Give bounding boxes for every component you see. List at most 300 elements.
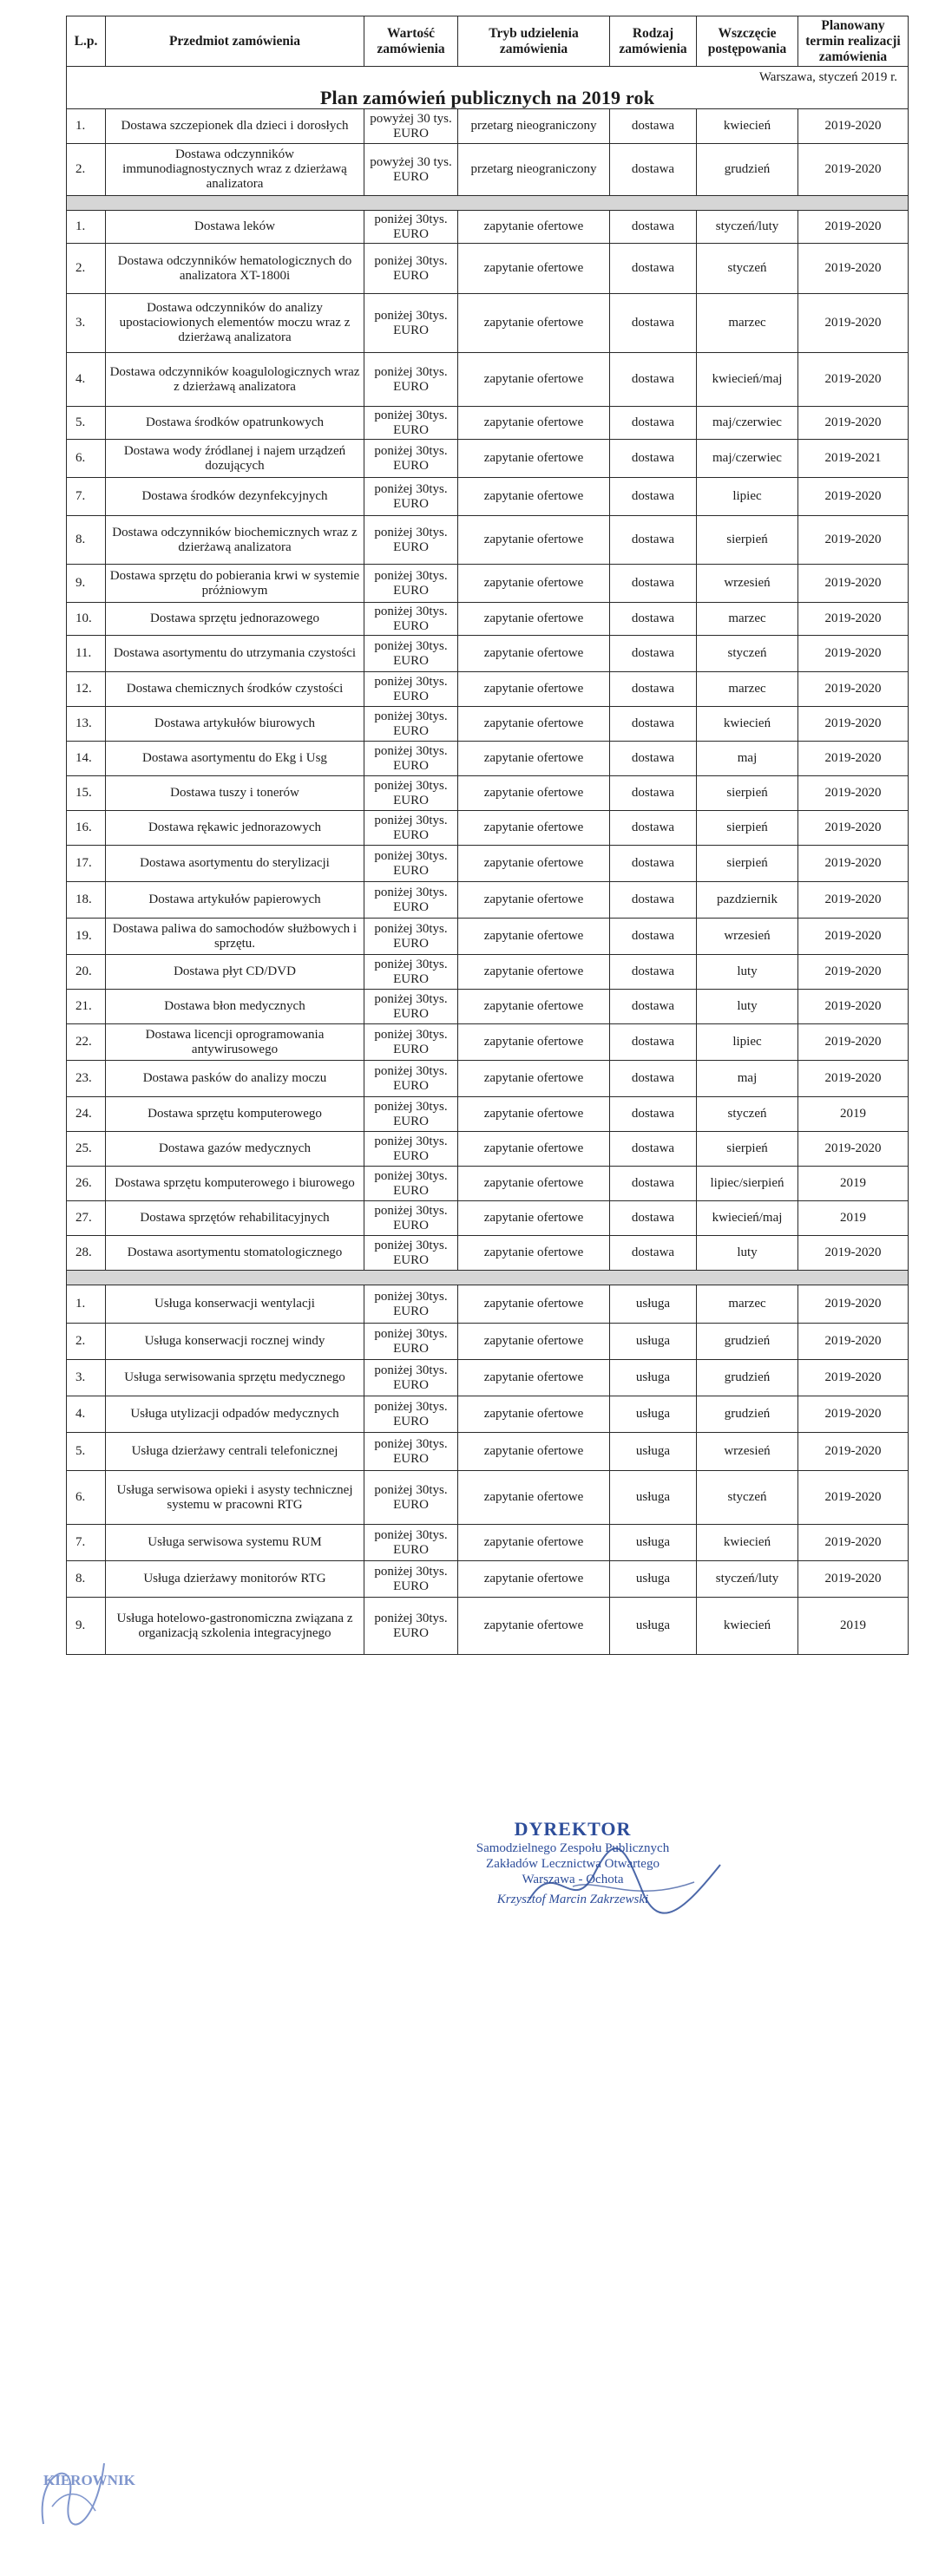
cell-mode: zapytanie ofertowe: [458, 1132, 610, 1167]
cell-mode: zapytanie ofertowe: [458, 244, 610, 294]
cell-term: 2019-2020: [798, 811, 909, 846]
cell-start: lipiec/sierpień: [697, 1167, 798, 1201]
cell-subject: Dostawa artykułów biurowych: [106, 707, 364, 742]
cell-lp: 9.: [67, 565, 106, 603]
table-row: [67, 1024, 909, 1061]
cell-type: dostawa: [610, 1201, 697, 1236]
cell-term: 2019-2020: [798, 1132, 909, 1167]
cell-term: 2019-2020: [798, 603, 909, 636]
cell-lp: 1.: [67, 211, 106, 244]
table-row: [67, 811, 909, 846]
cell-lp: 6.: [67, 440, 106, 478]
cell-mode: zapytanie ofertowe: [458, 516, 610, 565]
cell-mode: zapytanie ofertowe: [458, 811, 610, 846]
cell-subject: Dostawa paliwa do samochodów służbowych i sprzętu.: [106, 919, 364, 955]
cell-lp: 11.: [67, 636, 106, 672]
cell-value: poniżej 30tys. EURO: [364, 742, 458, 776]
cell-lp: 4.: [67, 1396, 106, 1433]
cell-mode: zapytanie ofertowe: [458, 1598, 610, 1655]
cell-type: dostawa: [610, 776, 697, 811]
cell-subject: Usługa dzierżawy centrali telefonicznej: [106, 1433, 364, 1471]
separator-cell: [67, 1271, 909, 1285]
manager-signature-icon: [17, 2437, 121, 2541]
cell-subject: Dostawa artykułów papierowych: [106, 882, 364, 919]
cell-term: 2019-2020: [798, 955, 909, 990]
table-row: [67, 1396, 909, 1433]
table-row: [67, 211, 909, 244]
procurement-table: [66, 16, 909, 1655]
cell-value: poniżej 30tys. EURO: [364, 811, 458, 846]
cell-start: lipiec: [697, 1024, 798, 1061]
cell-type: dostawa: [610, 1097, 697, 1132]
cell-subject: Dostawa chemicznych środków czystości: [106, 672, 364, 707]
cell-term: 2019-2020: [798, 1561, 909, 1598]
city-date: Warszawa, styczeń 2019 r.: [758, 70, 897, 84]
cell-term: 2019-2020: [798, 1433, 909, 1471]
cell-term: 2019-2020: [798, 1324, 909, 1360]
cell-type: dostawa: [610, 603, 697, 636]
cell-subject: Dostawa asortymentu do Ekg i Usg: [106, 742, 364, 776]
cell-term: 2019-2020: [798, 1236, 909, 1271]
table-row: [67, 1324, 909, 1360]
cell-term: 2019-2020: [798, 1285, 909, 1324]
cell-value: poniżej 30tys. EURO: [364, 990, 458, 1024]
cell-start: maj/czerwiec: [697, 407, 798, 440]
cell-start: kwiecień: [697, 109, 798, 144]
cell-type: dostawa: [610, 353, 697, 407]
cell-type: dostawa: [610, 294, 697, 353]
cell-lp: 9.: [67, 1598, 106, 1655]
cell-type: dostawa: [610, 882, 697, 919]
cell-term: 2019-2020: [798, 516, 909, 565]
cell-start: marzec: [697, 1285, 798, 1324]
cell-start: maj/czerwiec: [697, 440, 798, 478]
cell-value: poniżej 30tys. EURO: [364, 1324, 458, 1360]
cell-start: styczeń/luty: [697, 211, 798, 244]
cell-start: grudzień: [697, 1324, 798, 1360]
cell-type: dostawa: [610, 407, 697, 440]
table-row: [67, 955, 909, 990]
cell-type: dostawa: [610, 1236, 697, 1271]
cell-type: dostawa: [610, 1167, 697, 1201]
cell-mode: zapytanie ofertowe: [458, 211, 610, 244]
cell-value: poniżej 30tys. EURO: [364, 294, 458, 353]
cell-type: dostawa: [610, 440, 697, 478]
cell-term: 2019: [798, 1201, 909, 1236]
cell-value: poniżej 30tys. EURO: [364, 1097, 458, 1132]
cell-lp: 12.: [67, 672, 106, 707]
cell-value: poniżej 30tys. EURO: [364, 1360, 458, 1396]
cell-value: poniżej 30tys. EURO: [364, 1024, 458, 1061]
cell-lp: 7.: [67, 1525, 106, 1561]
table-row: [67, 1236, 909, 1271]
cell-subject: Dostawa sprzętu do pobierania krwi w systemie próżniowym: [106, 565, 364, 603]
header-lp: L.p.: [67, 16, 106, 67]
cell-lp: 22.: [67, 1024, 106, 1061]
table-row: [67, 1561, 909, 1598]
cell-type: usługa: [610, 1433, 697, 1471]
cell-start: kwiecień/maj: [697, 1201, 798, 1236]
cell-value: poniżej 30tys. EURO: [364, 919, 458, 955]
cell-term: 2019-2020: [798, 478, 909, 516]
cell-type: dostawa: [610, 672, 697, 707]
cell-value: poniżej 30tys. EURO: [364, 211, 458, 244]
cell-value: poniżej 30tys. EURO: [364, 516, 458, 565]
header-mode: Tryb udzielenia zamówienia: [458, 16, 610, 67]
cell-term: 2019-2020: [798, 882, 909, 919]
cell-value: poniżej 30tys. EURO: [364, 1285, 458, 1324]
cell-lp: 28.: [67, 1236, 106, 1271]
cell-type: dostawa: [610, 516, 697, 565]
cell-value: poniżej 30tys. EURO: [364, 1433, 458, 1471]
cell-mode: zapytanie ofertowe: [458, 1201, 610, 1236]
cell-value: poniżej 30tys. EURO: [364, 955, 458, 990]
table-row: [67, 1433, 909, 1471]
cell-term: 2019-2021: [798, 440, 909, 478]
cell-value: poniżej 30tys. EURO: [364, 882, 458, 919]
cell-type: dostawa: [610, 244, 697, 294]
cell-start: lipiec: [697, 478, 798, 516]
cell-start: sierpień: [697, 811, 798, 846]
cell-value: poniżej 30tys. EURO: [364, 1598, 458, 1655]
cell-type: usługa: [610, 1598, 697, 1655]
cell-mode: zapytanie ofertowe: [458, 707, 610, 742]
table-row: [67, 294, 909, 353]
cell-subject: Usługa utylizacji odpadów medycznych: [106, 1396, 364, 1433]
cell-start: grudzień: [697, 1396, 798, 1433]
cell-start: kwiecień/maj: [697, 353, 798, 407]
cell-lp: 27.: [67, 1201, 106, 1236]
cell-value: poniżej 30tys. EURO: [364, 1061, 458, 1097]
cell-value: poniżej 30tys. EURO: [364, 1236, 458, 1271]
table-row: [67, 478, 909, 516]
cell-subject: Usługa serwisowa opieki i asysty technicznej systemu w pracowni RTG: [106, 1471, 364, 1525]
table-row: [67, 776, 909, 811]
cell-subject: Dostawa gazów medycznych: [106, 1132, 364, 1167]
cell-start: styczeń: [697, 244, 798, 294]
cell-type: dostawa: [610, 742, 697, 776]
table-row: [67, 1167, 909, 1201]
cell-type: dostawa: [610, 1024, 697, 1061]
cell-value: poniżej 30tys. EURO: [364, 707, 458, 742]
table-row: [67, 603, 909, 636]
cell-start: luty: [697, 1236, 798, 1271]
header-start: Wszczęcie postępowania: [697, 16, 798, 67]
table-row: [67, 144, 909, 196]
table-row: [67, 1360, 909, 1396]
cell-value: poniżej 30tys. EURO: [364, 636, 458, 672]
cell-subject: Usługa serwisowa systemu RUM: [106, 1525, 364, 1561]
cell-start: grudzień: [697, 144, 798, 196]
cell-mode: zapytanie ofertowe: [458, 1097, 610, 1132]
cell-subject: Dostawa asortymentu do utrzymania czystości: [106, 636, 364, 672]
cell-type: dostawa: [610, 707, 697, 742]
cell-start: maj: [697, 742, 798, 776]
cell-term: 2019-2020: [798, 1396, 909, 1433]
title-row: [67, 67, 909, 109]
cell-subject: Dostawa błon medycznych: [106, 990, 364, 1024]
cell-value: poniżej 30tys. EURO: [364, 1471, 458, 1525]
cell-term: 2019-2020: [798, 1360, 909, 1396]
cell-start: styczeń: [697, 636, 798, 672]
table-row: [67, 742, 909, 776]
cell-mode: zapytanie ofertowe: [458, 1236, 610, 1271]
cell-start: marzec: [697, 294, 798, 353]
cell-subject: Usługa serwisowania sprzętu medycznego: [106, 1360, 364, 1396]
cell-lp: 21.: [67, 990, 106, 1024]
cell-lp: 10.: [67, 603, 106, 636]
table-body: [67, 109, 909, 1655]
cell-subject: Dostawa środków dezynfekcyjnych: [106, 478, 364, 516]
table-row: [67, 882, 909, 919]
cell-subject: Usługa hotelowo-gastronomiczna związana z organizacją szkolenia integracyjnego: [106, 1598, 364, 1655]
cell-term: 2019-2020: [798, 707, 909, 742]
table-row: [67, 636, 909, 672]
cell-subject: Dostawa sprzętów rehabilitacyjnych: [106, 1201, 364, 1236]
table-row: [67, 440, 909, 478]
cell-value: poniżej 30tys. EURO: [364, 407, 458, 440]
table-row: [67, 353, 909, 407]
cell-type: usługa: [610, 1324, 697, 1360]
header-row: [67, 16, 909, 67]
section-separator: [67, 196, 909, 211]
cell-start: styczeń: [697, 1097, 798, 1132]
cell-type: dostawa: [610, 144, 697, 196]
cell-mode: zapytanie ofertowe: [458, 990, 610, 1024]
cell-subject: Usługa konserwacji wentylacji: [106, 1285, 364, 1324]
cell-subject: Dostawa odczynników do analizy upostaciowionych elementów moczu wraz z dzierżawą analizatora: [106, 294, 364, 353]
cell-subject: Dostawa sprzętu komputerowego i biurowego: [106, 1167, 364, 1201]
cell-term: 2019-2020: [798, 407, 909, 440]
cell-lp: 19.: [67, 919, 106, 955]
header-value: Wartość zamówienia: [364, 16, 458, 67]
cell-lp: 6.: [67, 1471, 106, 1525]
cell-mode: zapytanie ofertowe: [458, 776, 610, 811]
cell-start: kwiecień: [697, 1525, 798, 1561]
table-row: [67, 109, 909, 144]
section-separator: [67, 1271, 909, 1285]
cell-term: 2019-2020: [798, 1061, 909, 1097]
cell-type: dostawa: [610, 811, 697, 846]
cell-lp: 1.: [67, 1285, 106, 1324]
cell-start: sierpień: [697, 1132, 798, 1167]
cell-subject: Dostawa tuszy i tonerów: [106, 776, 364, 811]
manager-stamp: [0, 2437, 226, 2541]
cell-value: poniżej 30tys. EURO: [364, 440, 458, 478]
cell-mode: zapytanie ofertowe: [458, 1525, 610, 1561]
cell-lp: 24.: [67, 1097, 106, 1132]
cell-value: poniżej 30tys. EURO: [364, 1132, 458, 1167]
cell-start: grudzień: [697, 1360, 798, 1396]
cell-term: 2019-2020: [798, 1471, 909, 1525]
table-row: [67, 1598, 909, 1655]
cell-start: kwiecień: [697, 707, 798, 742]
table-row: [67, 1097, 909, 1132]
title-cell: [67, 67, 909, 109]
cell-lp: 26.: [67, 1167, 106, 1201]
separator-cell: [67, 196, 909, 211]
cell-mode: zapytanie ofertowe: [458, 1061, 610, 1097]
table-row: [67, 1285, 909, 1324]
cell-term: 2019-2020: [798, 211, 909, 244]
cell-subject: Dostawa szczepionek dla dzieci i dorosłych: [106, 109, 364, 144]
cell-lp: 23.: [67, 1061, 106, 1097]
cell-term: 2019: [798, 1097, 909, 1132]
table-row: [67, 1471, 909, 1525]
cell-lp: 2.: [67, 244, 106, 294]
cell-subject: Dostawa leków: [106, 211, 364, 244]
cell-lp: 4.: [67, 353, 106, 407]
cell-subject: Dostawa asortymentu stomatologicznego: [106, 1236, 364, 1271]
cell-lp: 18.: [67, 882, 106, 919]
cell-value: poniżej 30tys. EURO: [364, 1525, 458, 1561]
cell-lp: 13.: [67, 707, 106, 742]
cell-subject: Dostawa odczynników hematologicznych do analizatora XT-1800i: [106, 244, 364, 294]
cell-value: poniżej 30tys. EURO: [364, 565, 458, 603]
cell-mode: zapytanie ofertowe: [458, 882, 610, 919]
cell-subject: Usługa dzierżawy monitorów RTG: [106, 1561, 364, 1598]
cell-type: dostawa: [610, 919, 697, 955]
table-row: [67, 1201, 909, 1236]
cell-mode: zapytanie ofertowe: [458, 565, 610, 603]
cell-value: poniżej 30tys. EURO: [364, 603, 458, 636]
cell-subject: Dostawa odczynników immunodiagnostycznych wraz z dzierżawą analizatora: [106, 144, 364, 196]
cell-mode: zapytanie ofertowe: [458, 955, 610, 990]
cell-start: luty: [697, 990, 798, 1024]
cell-term: 2019-2020: [798, 353, 909, 407]
cell-start: sierpień: [697, 776, 798, 811]
cell-mode: zapytanie ofertowe: [458, 1471, 610, 1525]
cell-lp: 2.: [67, 1324, 106, 1360]
cell-lp: 2.: [67, 144, 106, 196]
director-stamp: [443, 1818, 703, 1922]
cell-mode: zapytanie ofertowe: [458, 1024, 610, 1061]
cell-start: wrzesień: [697, 565, 798, 603]
cell-mode: zapytanie ofertowe: [458, 636, 610, 672]
cell-type: dostawa: [610, 211, 697, 244]
cell-value: poniżej 30tys. EURO: [364, 1201, 458, 1236]
cell-subject: Dostawa odczynników koagulologicznych wraz z dzierżawą analizatora: [106, 353, 364, 407]
cell-lp: 14.: [67, 742, 106, 776]
cell-type: dostawa: [610, 1132, 697, 1167]
cell-mode: zapytanie ofertowe: [458, 407, 610, 440]
table-row: [67, 672, 909, 707]
cell-value: poniżej 30tys. EURO: [364, 244, 458, 294]
cell-subject: Usługa konserwacji rocznej windy: [106, 1324, 364, 1360]
cell-term: 2019-2020: [798, 144, 909, 196]
cell-mode: zapytanie ofertowe: [458, 1324, 610, 1360]
cell-subject: Dostawa licencji oprogramowania antywirusowego: [106, 1024, 364, 1061]
cell-term: 2019-2020: [798, 742, 909, 776]
cell-term: 2019: [798, 1598, 909, 1655]
header-term: Planowany termin realizacji zamówienia: [798, 16, 909, 67]
cell-mode: zapytanie ofertowe: [458, 846, 610, 882]
header-subject: Przedmiot zamówienia: [106, 16, 364, 67]
cell-start: wrzesień: [697, 1433, 798, 1471]
cell-type: dostawa: [610, 990, 697, 1024]
cell-type: dostawa: [610, 565, 697, 603]
cell-subject: Dostawa wody źródlanej i najem urządzeń dozujących: [106, 440, 364, 478]
manager-stamp-title: KIEROWNIK: [43, 2472, 135, 2488]
cell-value: poniżej 30tys. EURO: [364, 846, 458, 882]
cell-mode: zapytanie ofertowe: [458, 672, 610, 707]
cell-subject: Dostawa asortymentu do sterylizacji: [106, 846, 364, 882]
cell-value: poniżej 30tys. EURO: [364, 776, 458, 811]
stamp-line-3: Warszawa - Ochota: [522, 1873, 624, 1886]
cell-lp: 5.: [67, 407, 106, 440]
cell-lp: 3.: [67, 294, 106, 353]
cell-start: sierpień: [697, 516, 798, 565]
cell-subject: Dostawa płyt CD/DVD: [106, 955, 364, 990]
cell-mode: zapytanie ofertowe: [458, 440, 610, 478]
procurement-plan-sheet: [66, 16, 908, 1655]
cell-value: poniżej 30tys. EURO: [364, 1396, 458, 1433]
cell-start: kwiecień: [697, 1598, 798, 1655]
stamp-line-1: Samodzielnego Zespołu Publicznych: [476, 1841, 670, 1855]
cell-start: sierpień: [697, 846, 798, 882]
cell-type: dostawa: [610, 109, 697, 144]
page-title: Plan zamówień publicznych na 2019 rok: [319, 86, 655, 108]
cell-lp: 16.: [67, 811, 106, 846]
header-type: Rodzaj zamówienia: [610, 16, 697, 67]
stamp-name: Krzysztof Marcin Zakrzewski: [496, 1893, 649, 1906]
cell-lp: 5.: [67, 1433, 106, 1471]
cell-lp: 8.: [67, 1561, 106, 1598]
table-row: [67, 1525, 909, 1561]
cell-value: poniżej 30tys. EURO: [364, 1167, 458, 1201]
table-row: [67, 846, 909, 882]
cell-start: styczeń: [697, 1471, 798, 1525]
cell-mode: zapytanie ofertowe: [458, 478, 610, 516]
table-row: [67, 1061, 909, 1097]
table-row: [67, 919, 909, 955]
cell-term: 2019-2020: [798, 919, 909, 955]
cell-type: usługa: [610, 1471, 697, 1525]
cell-mode: przetarg nieograniczony: [458, 144, 610, 196]
cell-subject: Dostawa środków opatrunkowych: [106, 407, 364, 440]
cell-mode: zapytanie ofertowe: [458, 1167, 610, 1201]
cell-start: marzec: [697, 672, 798, 707]
table-row: [67, 707, 909, 742]
cell-lp: 25.: [67, 1132, 106, 1167]
table-row: [67, 244, 909, 294]
cell-start: luty: [697, 955, 798, 990]
cell-lp: 8.: [67, 516, 106, 565]
cell-mode: zapytanie ofertowe: [458, 1561, 610, 1598]
cell-mode: przetarg nieograniczony: [458, 109, 610, 144]
cell-lp: 15.: [67, 776, 106, 811]
cell-term: 2019-2020: [798, 990, 909, 1024]
cell-start: maj: [697, 1061, 798, 1097]
cell-value: powyżej 30 tys. EURO: [364, 144, 458, 196]
cell-term: 2019-2020: [798, 1525, 909, 1561]
cell-mode: zapytanie ofertowe: [458, 1285, 610, 1324]
cell-term: 2019-2020: [798, 109, 909, 144]
cell-type: dostawa: [610, 1061, 697, 1097]
cell-subject: Dostawa odczynników biochemicznych wraz z dzierżawą analizatora: [106, 516, 364, 565]
cell-type: usługa: [610, 1525, 697, 1561]
cell-term: 2019-2020: [798, 636, 909, 672]
cell-start: pazdziernik: [697, 882, 798, 919]
cell-term: 2019-2020: [798, 1024, 909, 1061]
table-row: [67, 516, 909, 565]
cell-start: styczeń/luty: [697, 1561, 798, 1598]
cell-term: 2019: [798, 1167, 909, 1201]
cell-subject: Dostawa rękawic jednorazowych: [106, 811, 364, 846]
cell-value: poniżej 30tys. EURO: [364, 353, 458, 407]
cell-lp: 1.: [67, 109, 106, 144]
cell-mode: zapytanie ofertowe: [458, 353, 610, 407]
